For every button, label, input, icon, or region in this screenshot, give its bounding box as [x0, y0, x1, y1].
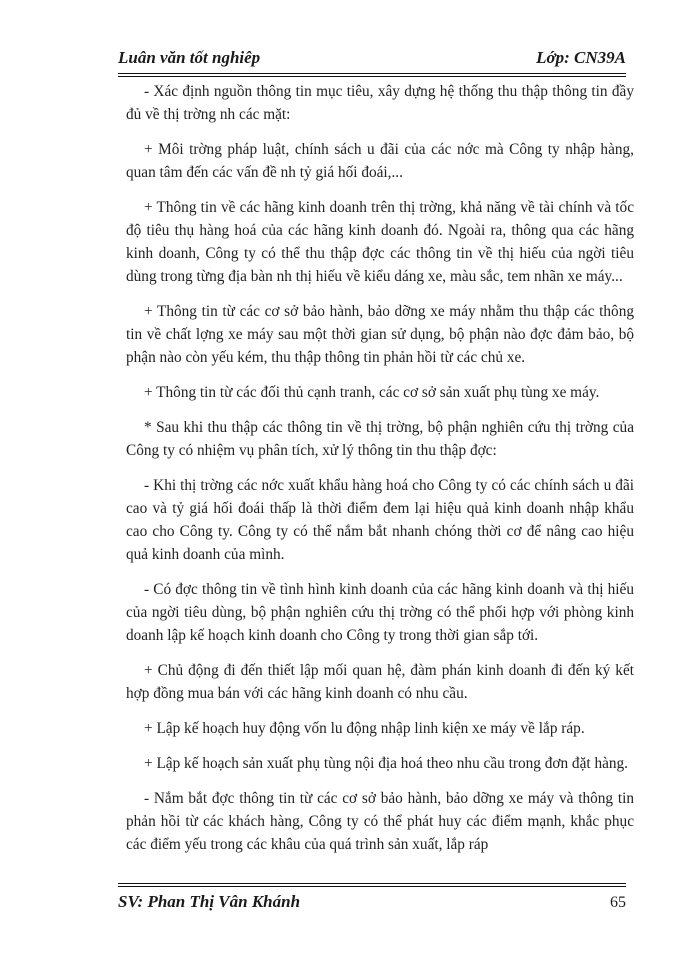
paragraph: + Thông tin về các hãng kinh doanh trên thị trờng, khả năng về tài chính và tốc độ tiêu thụ hàng hoá của các hãng kinh doanh đó. Ngoài ra, thông qua các hãng kinh doanh, Công ty có thể thu thập đợc các thông tin về thị hiếu của ngời tiêu dùng trong từng địa bàn nh thị hiếu về kiểu dáng xe, màu sắc, tem nhãn xe máy... [126, 199, 634, 285]
paragraph: + Lập kế hoạch huy động vốn lu động nhập linh kiện xe máy về lắp ráp. [144, 720, 585, 737]
paragraph: * Sau khi thu thập các thông tin về thị trờng, bộ phận nghiên cứu thị trờng của Công ty có nhiệm vụ phân tích, xử lý thông tin thu thập đợc: [126, 419, 634, 459]
page-header [118, 48, 626, 72]
paragraph: + Thông tin từ các đối thủ cạnh tranh, các cơ sở sản xuất phụ tùng xe máy. [144, 384, 600, 401]
paragraph: - Xác định nguồn thông tin mục tiêu, xây dựng hệ thống thu thập thông tin đầy đủ về thị trờng nh các mặt: [126, 83, 634, 123]
paragraph: + Môi trờng pháp luật, chính sách u đãi của các nớc mà Công ty nhập hàng, quan tâm đến các vấn đề nh tỷ giá hối đoái,... [126, 141, 634, 181]
header-thesis-title: Luân văn tốt nghiêp [118, 48, 261, 67]
paragraph: - Có đợc thông tin về tình hình kinh doanh của các hãng kinh doanh và thị hiếu của ngời tiêu dùng, bộ phận nghiên cứu thị trờng có thể phối hợp với phòng kinh doanh lập kế hoạch kinh doanh cho Công ty trong thời gian sắp tới. [126, 581, 634, 644]
document-body [126, 80, 634, 868]
paragraph: + Lập kế hoạch sản xuất phụ tùng nội địa hoá theo nhu cầu trong đơn đặt hàng. [144, 755, 629, 772]
paragraph: + Thông tin từ các cơ sở bảo hành, bảo dỡng xe máy nhằm thu thập các thông tin về chất lợng xe máy sau một thời gian sử dụng, bộ phận nào đợc đảm bảo, bộ phận nào còn yếu kém, thu thập thông tin phản hồi từ các chủ xe. [126, 303, 634, 366]
paragraph: - Nắm bắt đợc thông tin từ các cơ sở bảo hành, bảo dỡng xe máy và thông tin phản hồi từ các khách hàng, Công ty có thể phát huy các điểm mạnh, khắc phục các điểm yếu trong các khâu của quá trình sản xuất, lắp ráp [126, 790, 634, 853]
footer-author: SV: Phan Thị Vân Khánh [118, 892, 301, 911]
header-divider [118, 73, 626, 77]
paragraph: - Khi thị trờng các nớc xuất khẩu hàng hoá cho Công ty có các chính sách u đãi cao và tỷ giá hối đoái thấp là thời điểm đem lại hiệu quả kinh doanh nhập khẩu cao cho Công ty. Công ty có thể nắm bắt nhanh chóng thời cơ để nâng cao hiệu quả kinh doanh của mình. [126, 477, 634, 563]
page-footer [118, 892, 626, 918]
page-number: 65 [610, 894, 626, 911]
footer-divider [118, 883, 626, 887]
header-class-label: Lớp: CN39A [536, 48, 626, 67]
paragraph: + Chủ động đi đến thiết lập mối quan hệ, đàm phán kinh doanh đi đến ký kết hợp đồng mua bán với các hãng kinh doanh có nhu cầu. [126, 662, 634, 702]
